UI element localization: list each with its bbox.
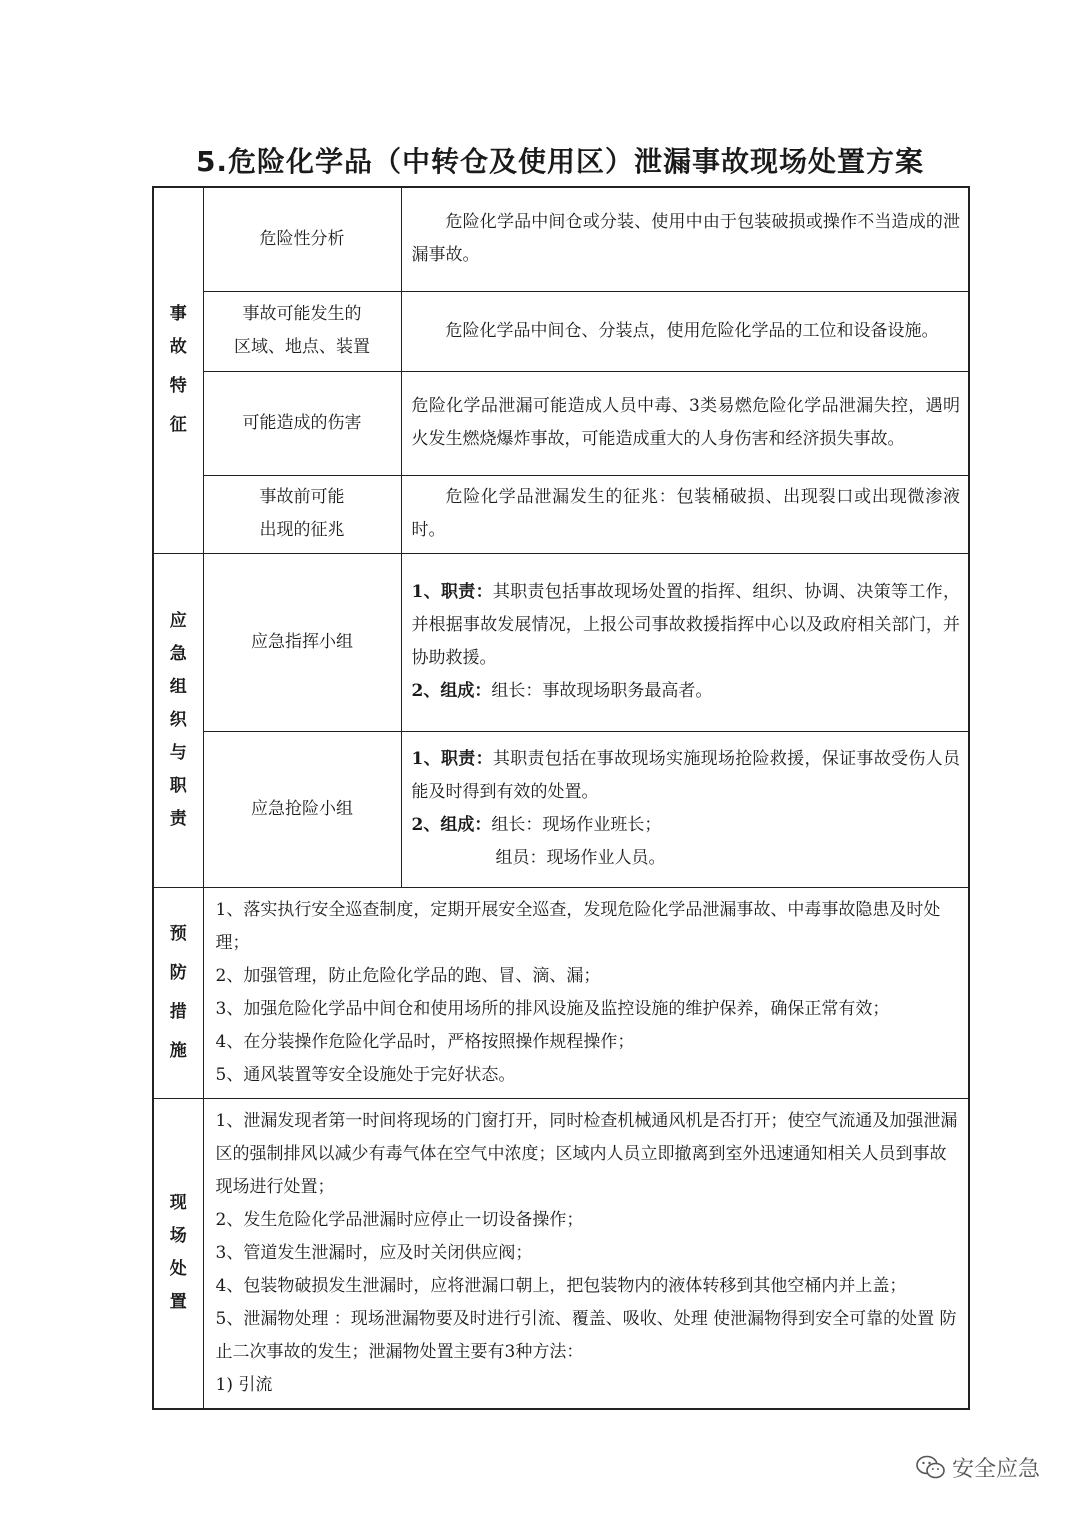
table-row	[153, 553, 969, 731]
row-text: 危险化学品中间仓、分装点，使用危险化学品的工位和设备设施。	[401, 291, 969, 371]
row-label: 事故前可能 出现的征兆	[203, 475, 401, 553]
list-item: 4、包装物破损发生泄漏时，应将泄漏口朝上，把包装物内的液体转移到其他空桶内并上盖；	[215, 1275, 907, 1296]
row-text: 危险化学品泄漏发生的征兆：包装桶破损、出现裂口或出现微渗液时。	[401, 475, 969, 553]
list-item: 1、落实执行安全巡查制度，定期开展安全巡查，发现危险化学品泄漏事故、中毒事故隐患及时处理；	[215, 899, 941, 953]
watermark	[916, 1452, 1040, 1483]
list-item: 2、加强管理，防止危险化学品的跑、冒、滴、漏；	[215, 965, 601, 986]
list-item: 5、通风装置等安全设施处于完好状态。	[215, 1064, 516, 1085]
table-row	[153, 887, 969, 1098]
command-group-text: 1、职责：其职责包括事故现场处置的指挥、组织、协调、决策等工作，并根据事故发展情况，上报公司事故救援指挥中心以及政府相关部门，并协助救援。 2、组成：组长：事故现场职务最高者。	[401, 553, 969, 731]
table-row	[153, 1098, 969, 1409]
list-item: 4、在分装操作危险化学品时，严格按照操作规程操作；	[215, 1031, 635, 1052]
rescue-group-label: 应急抢险小组	[203, 731, 401, 887]
brand-name: 安全应急	[951, 1457, 1040, 1482]
page-title: 5.危险化学品（中转仓及使用区）泄漏事故现场处置方案	[195, 145, 925, 178]
table-row	[153, 291, 969, 371]
row-text: 危险化学品泄漏可能造成人员中毒、3类易燃危险化学品泄漏失控，遇明火发生燃烧爆炸事故，可能造成重大的人身伤害和经济损失事故。	[401, 371, 969, 475]
list-item: 2、发生危险化学品泄漏时应停止一切设备操作；	[215, 1209, 584, 1230]
wechat-icon	[916, 1455, 946, 1481]
plan-table	[152, 186, 970, 1410]
table-row	[153, 187, 969, 291]
row-label: 危险性分析	[203, 187, 401, 291]
row-text: 危险化学品中间仓或分装、使用中由于包装破损或操作不当造成的泄漏事故。	[401, 187, 969, 291]
row-label: 事故可能发生的 区域、地点、装置	[203, 291, 401, 371]
onsite-handling-list	[203, 1098, 969, 1409]
rescue-group-text: 1、职责：其职责包括在事故现场实施现场抢险救援，保证事故受伤人员能及时得到有效的处置。 2、组成：组长：现场作业班长； 组员：现场作业人员。	[401, 731, 969, 887]
section-emergency-organization: 应 急 组 织 与 职 责	[153, 553, 203, 887]
command-group-label: 应急指挥小组	[203, 553, 401, 731]
section-prevention: 预 防 措 施	[153, 887, 203, 1098]
list-item: 5、泄漏物处理 ：现场泄漏物要及时进行引流、覆盖、吸收、处理 使泄漏物得到安全可靠的处置 防止二次事故的发生；泄漏物处置主要有3种方法：	[215, 1308, 957, 1362]
row-label: 可能造成的伤害	[203, 371, 401, 475]
list-item: 1) 引流	[215, 1374, 273, 1395]
list-item: 3、加强危险化学品中间仓和使用场所的排风设施及监控设施的维护保养，确保正常有效；	[215, 998, 890, 1019]
table-row	[153, 371, 969, 475]
section-onsite-handling: 现 场 处 置	[153, 1098, 203, 1409]
prevention-list	[203, 887, 969, 1098]
table-row	[153, 731, 969, 887]
list-item: 3、管道发生泄漏时，应及时关闭供应阀；	[215, 1242, 533, 1263]
table-row	[153, 475, 969, 553]
list-item: 1、泄漏发现者第一时间将现场的门窗打开，同时检查机械通风机是否打开；使空气流通及加强泄漏区的强制排风以减少有毒气体在空气中浓度；区域内人员立即撤离到室外迅速通知相关人员到事故现场进行处置；	[215, 1110, 958, 1197]
section-accident-features: 事 故 特 征	[153, 187, 203, 553]
